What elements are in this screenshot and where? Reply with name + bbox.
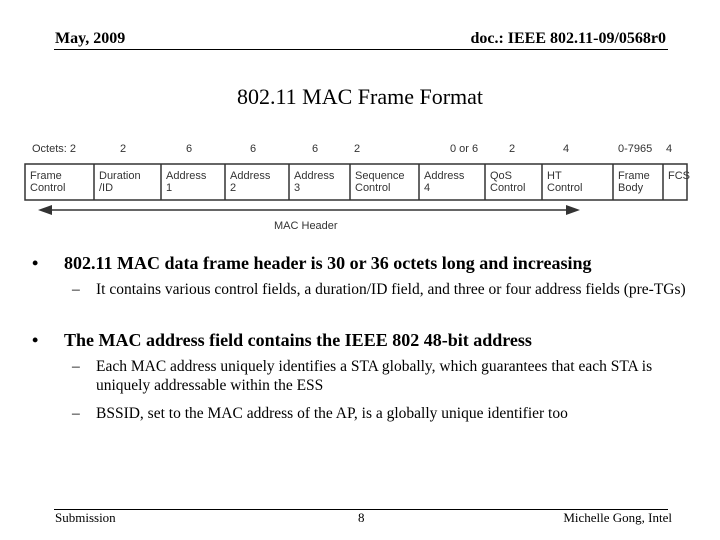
bullet-2-sub-1-text: Each MAC address uniquely identifies a STA globally, which guarantees that each STA is uniquely addressable within the ESS [96,358,653,394]
footer-submission: Submission [55,510,116,525]
field-row [25,164,690,200]
field-label: Duration [99,170,141,182]
bullet-2-text: The MAC address field contains the IEEE 802 48-bit address [64,330,532,350]
octets-label: Octets: 2 [32,143,77,155]
field-label: HT [547,170,562,182]
octet-count: 0-7965 [618,143,653,155]
field-label: Body [618,182,644,194]
field-label: Address [424,170,465,182]
header-doc-id: doc.: IEEE 802.11-09/0568r0 [470,30,666,47]
octet-count: 4 [563,143,570,155]
right-arrowhead-icon [566,205,580,215]
mac-frame-diagram [20,138,700,234]
left-arrowhead-icon [38,205,52,215]
field-label: Sequence [355,170,405,182]
field-label: 3 [294,182,301,194]
octet-count: 6 [250,143,257,155]
field-label: Control [30,182,66,194]
mac-header-label: MAC Header [274,220,338,232]
field-label: Address [230,170,271,182]
field-label: Address [294,170,335,182]
slide-title: 802.11 MAC Frame Format [236,84,484,109]
octet-count: 2 [509,143,516,155]
field-label: QoS [490,170,513,182]
octet-count: 6 [312,143,319,155]
bullet-2-sub-2-text: BSSID, set to the MAC address of the AP, is a globally unique identifier too [96,405,568,422]
bullet-marker: • [32,330,39,350]
field-label: 1 [166,182,173,194]
field-label: 4 [424,182,431,194]
sub-marker: – [72,358,80,375]
field-label: /ID [99,182,114,194]
field-label: FCS [668,170,690,182]
octet-count: 2 [354,143,361,155]
bullet-marker: • [32,253,39,273]
field-label: Address [166,170,207,182]
octet-count: 6 [186,143,193,155]
octet-count: 0 or 6 [450,143,479,155]
field-label: Frame [618,170,650,182]
field-label: Control [547,182,583,194]
sub-marker: – [72,281,80,298]
field-label: Control [490,182,526,194]
footer-author: Michelle Gong, Intel [563,510,672,525]
bullet-1-sub-1-text: It contains various control fields, a duration/ID field, and three or four address fields (pre-TGs) [96,281,686,298]
octet-count: 4 [666,143,673,155]
sub-marker: – [72,405,80,422]
field-label: Control [355,182,391,194]
field-label: 2 [230,182,237,194]
field-label: Frame [30,170,62,182]
header-date: May, 2009 [55,30,126,47]
header-rule [54,49,668,50]
footer-page-number: 8 [358,510,365,525]
bullet-1-text: 802.11 MAC data frame header is 30 or 36 octets long and increasing [64,253,592,273]
octet-row [32,143,672,155]
mac-header-span [38,205,580,232]
octet-count: 2 [120,143,127,155]
